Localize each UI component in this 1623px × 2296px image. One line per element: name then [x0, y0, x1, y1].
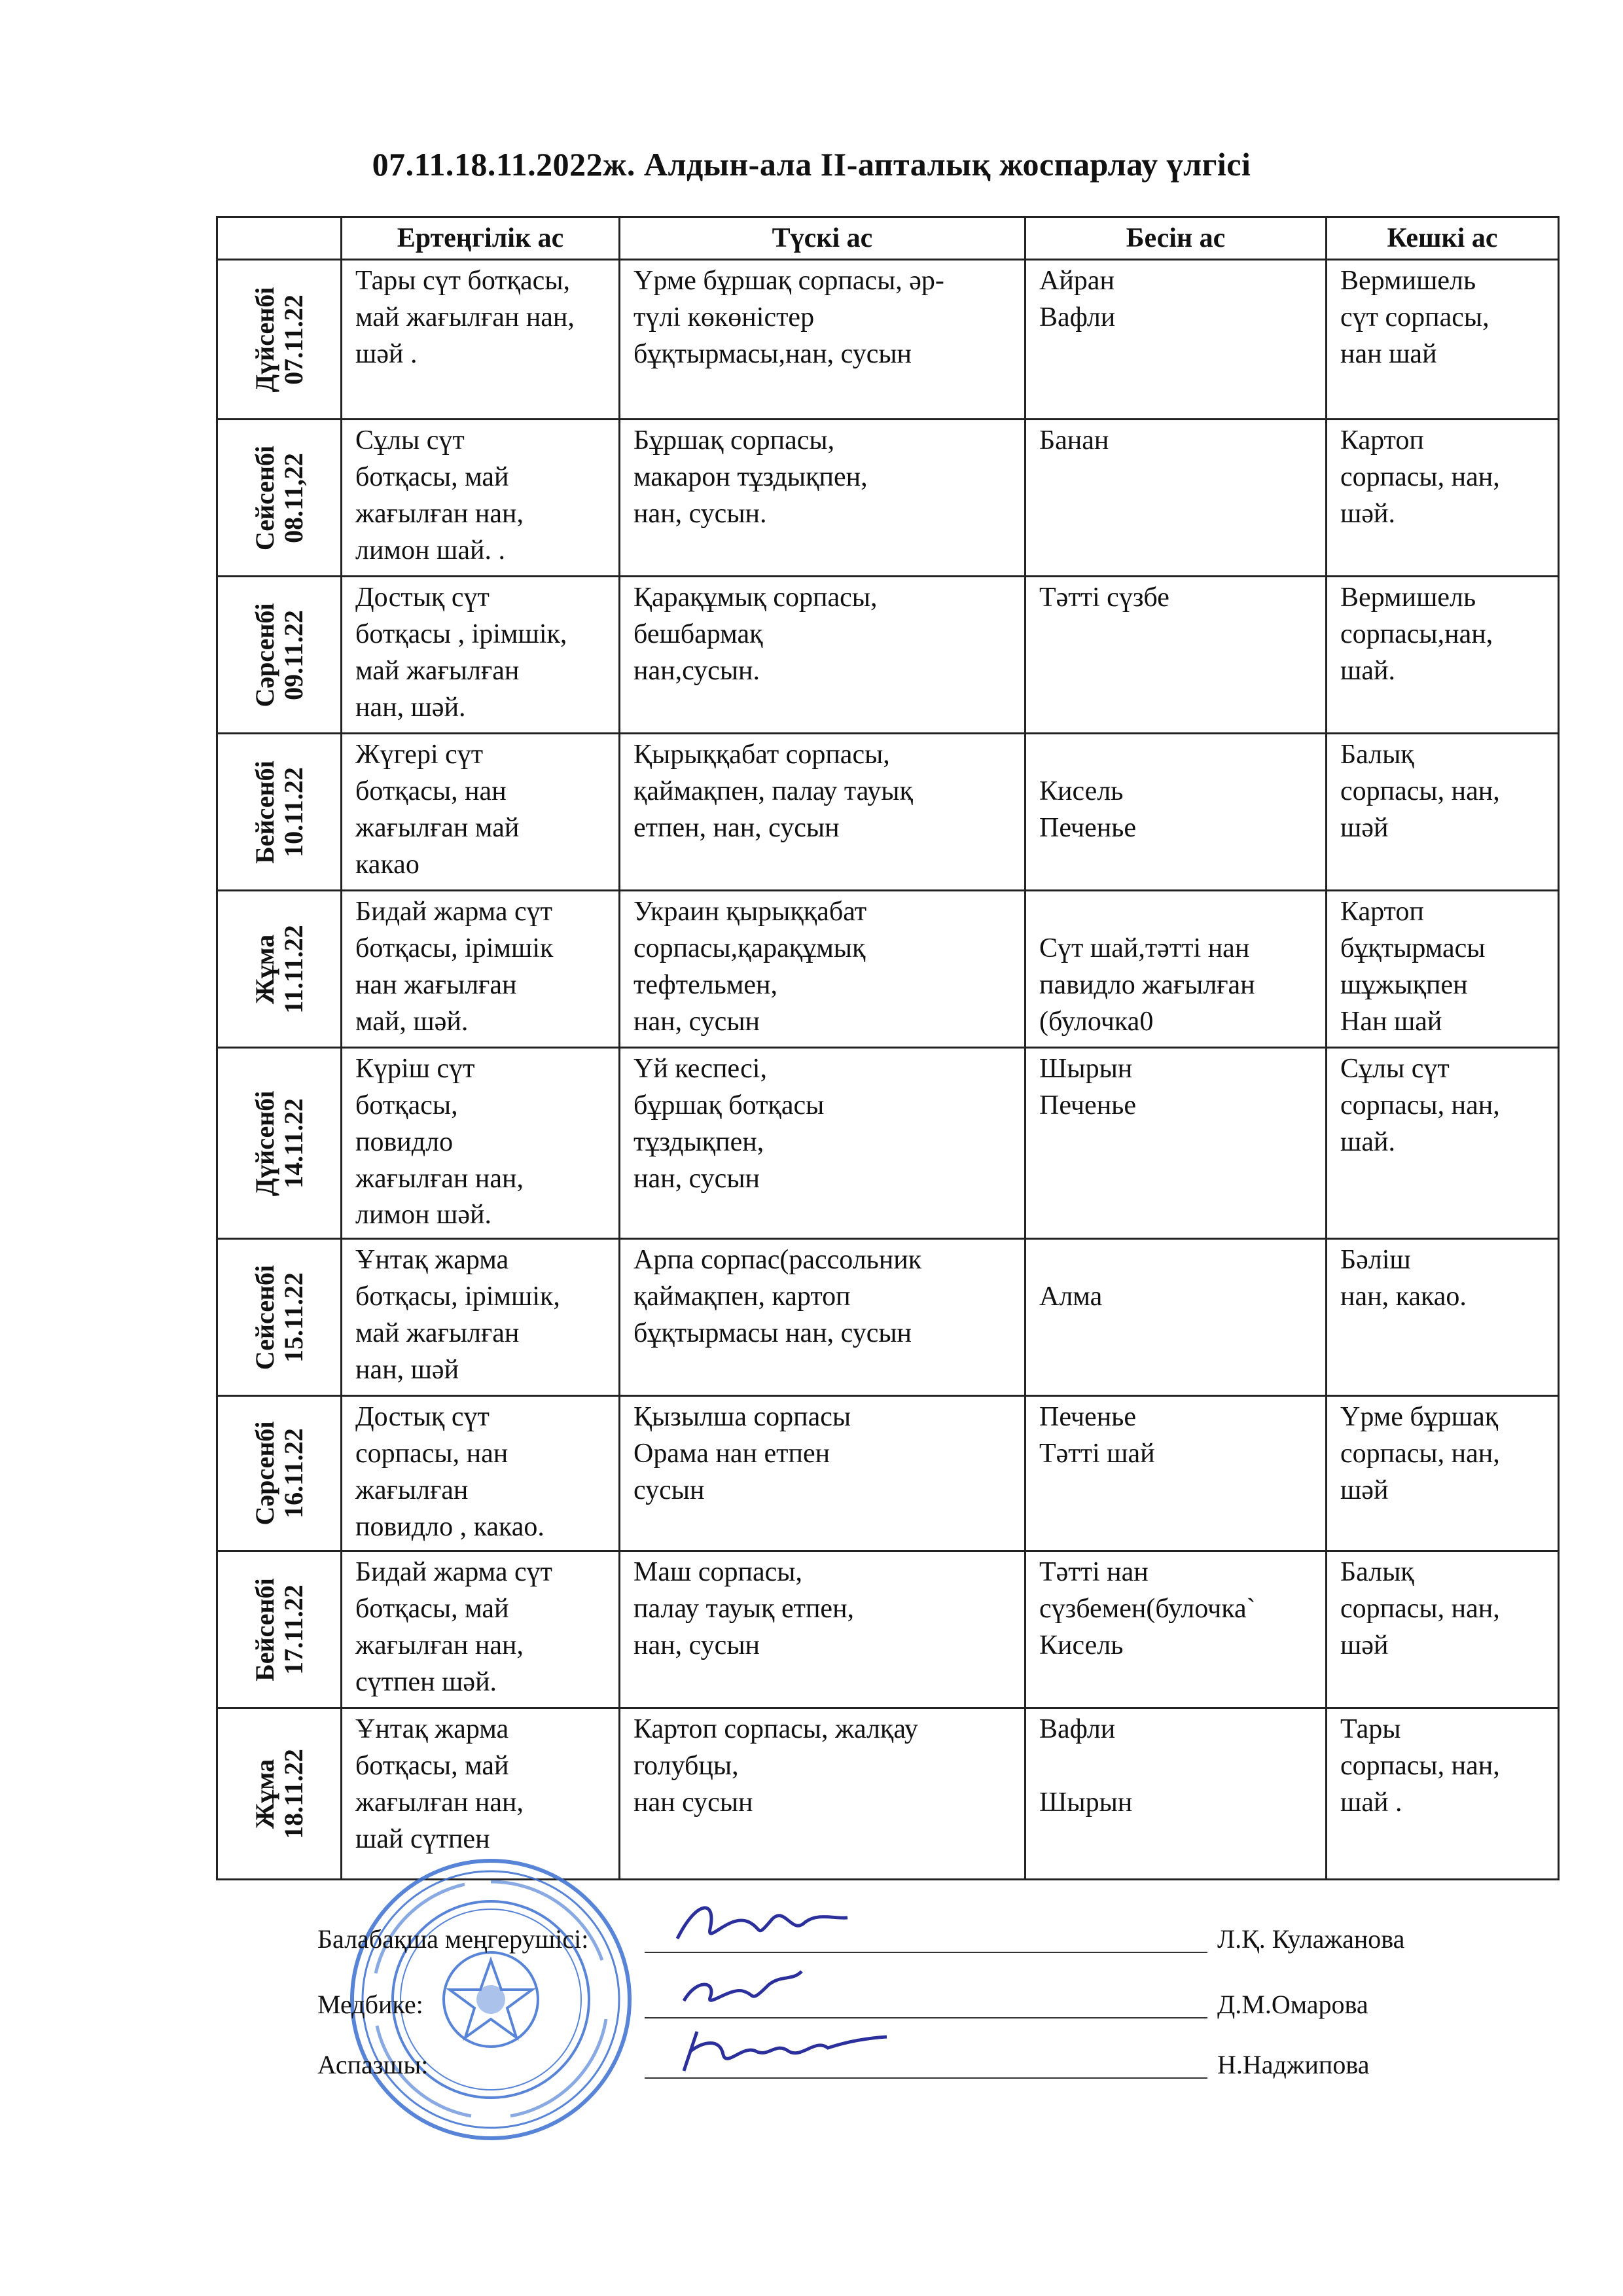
lunch-cell: Үй кеспесі, бұршақ ботқасы тұздықпен, нан, сусын [620, 1048, 1026, 1239]
breakfast-cell: Тары сүт ботқасы, май жағылған нан, шәй . [342, 260, 620, 420]
day-cell [217, 891, 342, 1048]
signature-line [645, 2077, 1207, 2079]
table-row [217, 1708, 1559, 1880]
lunch-cell: Картоп сорпасы, жалқау голубцы, нан сусын [620, 1708, 1026, 1880]
day-date: 08.11,22 [278, 452, 308, 543]
snack-cell: Тәтті нан сүзбемен(булочка` Кисель [1026, 1551, 1327, 1708]
breakfast-cell: Күріш сүт ботқасы, повидло жағылған нан, лимон шәй. [342, 1048, 620, 1239]
header-day [217, 217, 342, 260]
breakfast-cell: Бидай жарма сүт ботқасы, ірімшік нан жағылған май, шәй. [342, 891, 620, 1048]
breakfast-cell: Ұнтақ жарма ботқасы, ірімшік, май жағылған нан, шәй [342, 1239, 620, 1396]
header-breakfast: Ертеңгілік ас [342, 217, 620, 260]
table-row [217, 734, 1559, 891]
lunch-cell: Арпа сорпас(рассольник қаймақпен, картоп бұқтырмасы нан, сусын [620, 1239, 1026, 1396]
breakfast-cell: Ұнтақ жарма ботқасы, май жағылған нан, шай сүтпен [342, 1708, 620, 1880]
snack-cell: Печенье Тәтті шай [1026, 1396, 1327, 1551]
day-name: Дүйсенбі [249, 1090, 279, 1196]
day-cell [217, 577, 342, 734]
signature-name: Л.Қ. Кулажанова [1217, 1924, 1405, 1954]
snack-cell: Сүт шай,тәтті нан павидло жағылған (булочка0 [1026, 891, 1327, 1048]
header-lunch: Түскі ас [620, 217, 1026, 260]
day-date: 10.11.22 [278, 766, 308, 857]
breakfast-cell: Сұлы сүт ботқасы, май жағылған нан, лимон шай. . [342, 420, 620, 577]
day-name: Сейсенбі [249, 1265, 279, 1370]
breakfast-cell: Бидай жарма сүт ботқасы, май жағылған нан, сүтпен шәй. [342, 1551, 620, 1708]
table-row [217, 1396, 1559, 1551]
lunch-cell: Бұршақ сорпасы, макарон тұздықпен, нан, сусын. [620, 420, 1026, 577]
dinner-cell: Балық сорпасы, нан, шәй [1327, 734, 1559, 891]
table-row [217, 420, 1559, 577]
day-date: 14.11.22 [278, 1098, 308, 1189]
day-cell [217, 1551, 342, 1708]
snack-cell: Айран Вафли [1026, 260, 1327, 420]
breakfast-cell: Достық сүт ботқасы , ірімшік, май жағылған нан, шәй. [342, 577, 620, 734]
signature-role: Аспазшы: [317, 2050, 429, 2079]
day-name: Жұма [249, 1759, 279, 1829]
breakfast-cell: Жүгері сүт ботқасы, нан жағылған май какао [342, 734, 620, 891]
snack-cell: Вафли Шырын [1026, 1708, 1327, 1880]
day-cell [217, 1239, 342, 1396]
table-row [217, 891, 1559, 1048]
page-title: 07.11.18.11.2022ж. Алдын-ала ІІ-апталық жоспарлау үлгісі [372, 146, 1251, 183]
snack-cell: Банан [1026, 420, 1327, 577]
day-name: Бейсенбі [249, 760, 279, 864]
dinner-cell: Картоп сорпасы, нан, шәй. [1327, 420, 1559, 577]
day-date: 09.11.22 [278, 609, 308, 700]
signature-row-nurse [317, 1983, 1495, 2022]
day-name: Сәрсенбі [249, 602, 279, 708]
lunch-cell: Қызылша сорпасы Орама нан етпен сусын [620, 1396, 1026, 1551]
day-date: 15.11.22 [278, 1272, 308, 1363]
signature-scribble-icon [658, 2018, 893, 2077]
day-date: 16.11.22 [278, 1428, 308, 1519]
breakfast-cell: Достық сүт сорпасы, нан жағылған повидло , какао. [342, 1396, 620, 1551]
day-name: Сәрсенбі [249, 1421, 279, 1526]
dinner-cell: Тары сорпасы, нан, шай . [1327, 1708, 1559, 1880]
lunch-cell: Үрме бұршақ сорпасы, әр- түлі көкөністер бұқтырмасы,нан, сусын [620, 260, 1026, 420]
dinner-cell: Балық сорпасы, нан, шәй [1327, 1551, 1559, 1708]
day-name: Сейсенбі [249, 445, 279, 550]
lunch-cell: Қырыққабат сорпасы, қаймақпен, палау тауық етпен, нан, сусын [620, 734, 1026, 891]
table-row [217, 577, 1559, 734]
signature-row-head [317, 1918, 1495, 1957]
signature-name: Д.М.Омарова [1217, 1990, 1368, 2019]
signature-row-cook [317, 2043, 1495, 2083]
day-cell [217, 1396, 342, 1551]
day-cell [217, 1708, 342, 1880]
snack-cell: Алма [1026, 1239, 1327, 1396]
snack-cell: Тәтті сүзбе [1026, 577, 1327, 734]
day-name: Жұма [249, 934, 279, 1004]
table-row [217, 1048, 1559, 1239]
snack-cell: Шырын Печенье [1026, 1048, 1327, 1239]
table-header-row [217, 217, 1559, 260]
lunch-cell: Маш сорпасы, палау тауық етпен, нан, сусын [620, 1551, 1026, 1708]
table-row [217, 1551, 1559, 1708]
day-name: Бейсенбі [249, 1578, 279, 1681]
day-date: 18.11.22 [278, 1748, 308, 1839]
table-row [217, 260, 1559, 420]
dinner-cell: Вермишель сүт сорпасы, нан шай [1327, 260, 1559, 420]
signature-line [645, 1952, 1207, 1953]
dinner-cell: Сұлы сүт сорпасы, нан, шай. [1327, 1048, 1559, 1239]
day-date: 11.11.22 [278, 924, 308, 1014]
signature-scribble-icon [671, 1965, 815, 2017]
dinner-cell: Картоп бұқтырмасы шұжықпен Нан шай [1327, 891, 1559, 1048]
lunch-cell: Украин қырыққабат сорпасы,қарақұмық тефтельмен, нан, сусын [620, 891, 1026, 1048]
day-date: 07.11.22 [278, 294, 308, 385]
table-row [217, 1239, 1559, 1396]
snack-cell: Кисель Печенье [1026, 734, 1327, 891]
dinner-cell: Вермишель сорпасы,нан, шай. [1327, 577, 1559, 734]
day-cell [217, 1048, 342, 1239]
dinner-cell: Бәліш нан, какао. [1327, 1239, 1559, 1396]
signature-scribble-icon [658, 1893, 854, 1952]
menu-table [216, 216, 1560, 1880]
signature-name: Н.Наджипова [1217, 2050, 1370, 2079]
day-cell [217, 734, 342, 891]
day-date: 17.11.22 [278, 1584, 308, 1675]
day-cell [217, 260, 342, 420]
day-cell [217, 420, 342, 577]
header-dinner: Кешкі ас [1327, 217, 1559, 260]
signature-role: Медбике: [317, 1990, 423, 2019]
signature-block [317, 1918, 1495, 2127]
dinner-cell: Үрме бұршақ сорпасы, нан, шәй [1327, 1396, 1559, 1551]
lunch-cell: Қарақұмық сорпасы, бешбармақ нан,сусын. [620, 577, 1026, 734]
day-name: Дүйсенбі [249, 287, 279, 392]
header-snack: Бесін ас [1026, 217, 1327, 260]
signature-role: Балабақша меңгерушісі: [317, 1924, 589, 1954]
